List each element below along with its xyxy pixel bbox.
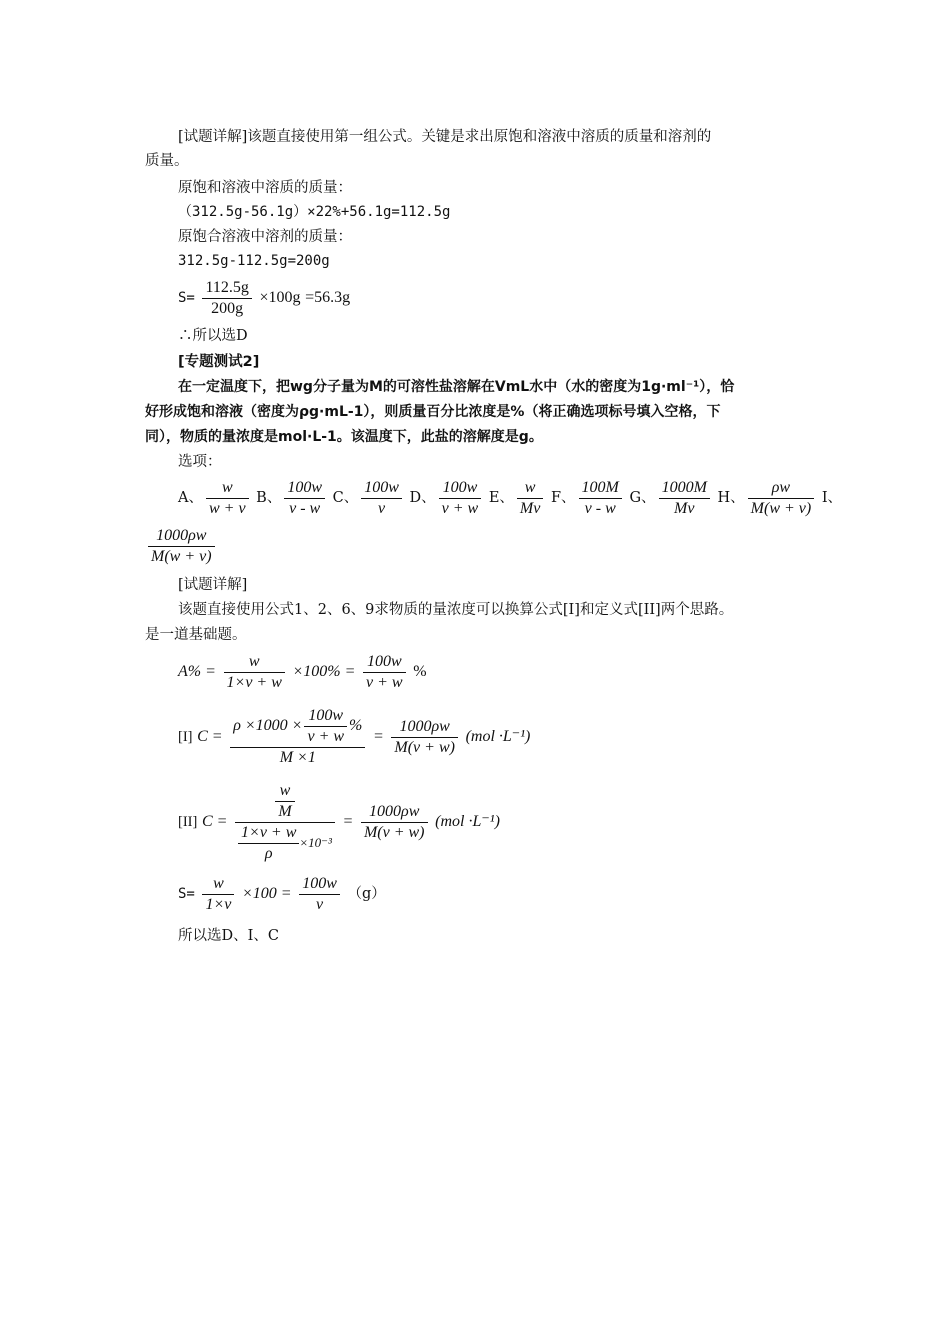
option-letter: C、: [332, 490, 359, 506]
answer-1: ∴所以选D: [178, 328, 248, 344]
option-letter: I、: [821, 490, 843, 506]
section-title: [专题测试2]: [178, 354, 260, 370]
option-d: $\frac{100w}{v + w}$: [439, 478, 482, 519]
option-h: $\frac{\rho w}{M(w + v)}$: [748, 478, 815, 519]
solvent-calc: 312.5g-112.5g=200g: [178, 253, 330, 269]
detail-line2: 是一道基础题。: [145, 627, 247, 643]
detail-paragraph-line1: [试题详解]该题直接使用第一组公式。关键是求出原饱和溶液中溶质的质量和溶剂的: [178, 129, 712, 145]
option-b: $\frac{100w}{v - w}$: [284, 478, 325, 519]
option-letter: B、: [256, 490, 282, 506]
detail-paragraph-line2: 质量。: [145, 153, 189, 169]
option-g: $\frac{1000M}{Mv}$: [659, 478, 710, 519]
equation-ii: [II] C = $\frac{w}{M}$ $\frac{1\times v + w}{\rho}$ ×10⁻³ = $\frac{1000\rho w}{M(v + w)}$ (mol ·L⁻¹): [178, 781, 500, 862]
detail-label: [试题详解]: [178, 577, 248, 593]
option-letter: F、: [550, 490, 576, 506]
equation-i: [I] C = ρ ×1000 × $\frac{100w}{v + w}$ % M ×1 = $\frac{1000\rho w}{M(v + w)}$ (mol ·L⁻¹): [178, 707, 531, 766]
solvent-label: 原饱合溶液中溶剂的质量：: [178, 229, 352, 245]
option-c: $\frac{100w}{v}$: [361, 478, 402, 519]
options-row-1: [178, 476, 842, 520]
option-letter: E、: [488, 490, 514, 506]
option-letter: A、: [178, 490, 203, 506]
option-letter: H、: [717, 490, 745, 506]
option-letter: G、: [629, 490, 656, 506]
solubility-formula: S= $\frac{112.5g}{200g}$ ×100g =56.3g: [178, 278, 351, 317]
options-label: 选项：: [178, 454, 222, 470]
options-row-2: [145, 524, 218, 568]
solute-label: 原饱和溶液中溶质的质量：: [178, 180, 352, 196]
question-line1: 在一定温度下，把wg分子量为M的可溶性盐溶解在VmL水中（水的密度为1g·ml⁻¹），恰: [178, 379, 735, 395]
question-line3: 同），物质的量浓度是mol·L-1。该温度下，此盐的溶解度是g。: [145, 429, 543, 445]
solute-calc: （312.5g-56.1g）×22%+56.1g=112.5g: [178, 204, 451, 220]
option-e: $\frac{w}{Mv}$: [517, 478, 543, 519]
option-letter: D、: [409, 490, 436, 506]
option-f: $\frac{100M}{v - w}$: [579, 478, 622, 519]
question-line2: 好形成饱和溶液（密度为ρg·mL-1），则质量百分比浓度是%（将正确选项标号填入空格，下: [145, 404, 721, 420]
option-a: $\frac{w}{w + v}$: [206, 478, 249, 519]
answer-2: 所以选D、I、C: [178, 928, 279, 944]
equation-a-percent: A% = $\frac{w}{1\times v + w}$ ×100% = $\frac{100w}{v + w}$ %: [178, 652, 427, 691]
equation-solubility: S= $\frac{w}{1\times v}$ ×100 = $\frac{100w}{v}$ （g）: [178, 874, 386, 913]
detail-line1: 该题直接使用公式1、2、6、9求物质的量浓度可以换算公式[I]和定义式[II]两个思路。: [178, 602, 734, 618]
option-i: $\frac{1000\rho w}{M(w + v)}$: [148, 526, 215, 567]
